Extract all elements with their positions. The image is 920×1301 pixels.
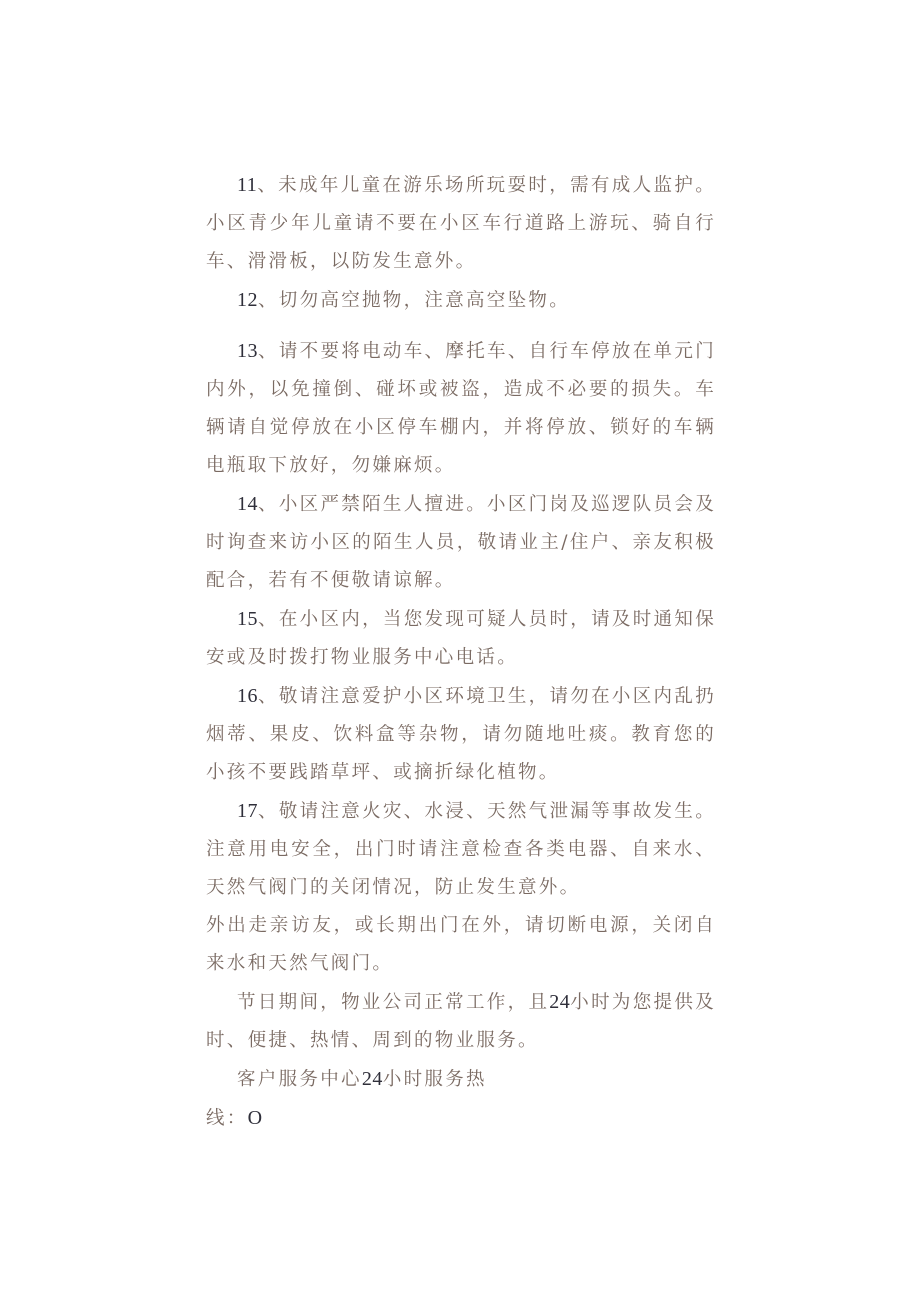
notice-number: 12: [237, 289, 258, 311]
notice-number: 11: [237, 174, 258, 196]
hotline-text-end: 小时服务热: [382, 1069, 487, 1090]
notice-text: 、切勿高空抛物，注意高空坠物。: [258, 290, 571, 311]
notice-body: [206, 166, 716, 1138]
hotline-text-start: 客户服务中心: [237, 1069, 362, 1090]
notice-number: 15: [237, 608, 258, 630]
holiday-service-note: [206, 983, 716, 1060]
notice-text: 、未成年儿童在游乐场所玩耍时，需有成人监护。小区青少年儿童请不要在小区车行道路上游玩、骑自行车、滑滑板，以防发生意外。: [206, 175, 716, 272]
hotline-hours: 24: [361, 1068, 383, 1090]
notice-text: 、请不要将电动车、摩托车、自行车停放在单元门内外，以免撞倒、碰坏或被盗，造成不必要的损失。车辆请自觉停放在小区停车棚内，并将停放、锁好的车辆电瓶取下放好，勿嫌麻烦。: [206, 341, 716, 476]
notice-item-11: [206, 166, 716, 281]
notice-text: 、敬请注意火灾、水浸、天然气泄漏等事故发生。注意用电安全，出门时请注意检查各类电器、自来水、天然气阀门的关闭情况，防止发生意外。: [206, 801, 716, 898]
notice-number: 16: [237, 685, 258, 707]
travel-note: 外出走亲访友，或长期出门在外，请切断电源，关闭自来水和天然气阀门。: [206, 915, 716, 974]
notice-text: 、在小区内，当您发现可疑人员时，请及时通知保安或及时拨打物业服务中心电话。: [206, 609, 716, 668]
hotline-label-end: 线：: [206, 1108, 248, 1129]
holiday-text-start: 节日期间，物业公司正常工作，且: [237, 992, 550, 1013]
notice-item-13: [206, 332, 716, 485]
notice-text: 、敬请注意爱护小区环境卫生，请勿在小区内乱扔烟蒂、果皮、饮料盒等杂物，请勿随地吐痰。教育您的小孩不要践踏草坪、或摘折绿化植物。: [206, 686, 716, 783]
notice-item-14: [206, 485, 716, 600]
notice-item-15: [206, 600, 716, 677]
notice-number: 14: [237, 493, 258, 515]
hotline-number: O: [247, 1107, 265, 1129]
notice-item-17: [206, 792, 716, 907]
holiday-text-end: 小时为您提供及时、便捷、热情、周到的物业服务。: [206, 992, 716, 1051]
notice-item-12: [206, 281, 716, 320]
notice-number: 13: [237, 340, 258, 362]
notice-number: 17: [237, 800, 258, 822]
notice-text: 、小区严禁陌生人擅进。小区门岗及巡逻队员会及时询查来访小区的陌生人员，敬请业主/住户、亲友积极配合，若有不便敬请谅解。: [206, 494, 716, 591]
hotline-label: [237, 1060, 487, 1099]
holiday-hours: 24: [549, 991, 571, 1013]
hotline-note: [206, 1060, 716, 1138]
notice-item-16: [206, 677, 716, 792]
